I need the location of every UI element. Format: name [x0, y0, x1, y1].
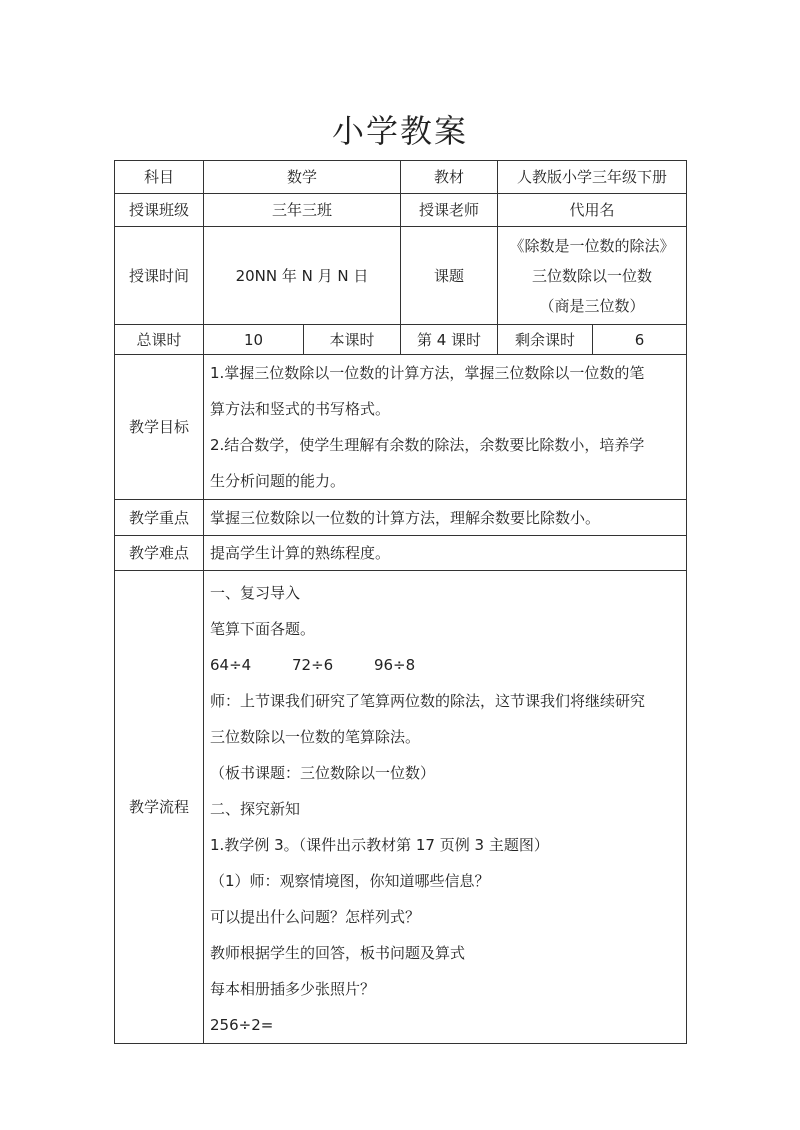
calc-item: 96÷8 — [373, 656, 416, 674]
topic-line: 三位数除以一位数 — [532, 266, 653, 285]
flow-content — [204, 571, 687, 1044]
remaining-hours-value: 6 — [593, 325, 687, 355]
teacher-value: 代用名 — [498, 194, 687, 227]
textbook-label: 教材 — [401, 161, 498, 194]
row-hours — [115, 325, 687, 355]
calc-item: 72÷6 — [291, 656, 334, 674]
class-label: 授课班级 — [115, 194, 204, 227]
subject-label: 科目 — [115, 161, 204, 194]
row-key-points — [115, 500, 687, 536]
flow-line: 每本相册插多少张照片？ — [210, 980, 376, 998]
textbook-value: 人教版小学三年级下册 — [498, 161, 687, 194]
time-value: 20NN 年 N 月 N 日 — [204, 227, 401, 325]
difficulties-label: 教学难点 — [115, 536, 204, 571]
flow-line: 可以提出什么问题？怎样列式？ — [210, 908, 421, 926]
goals-line: 生分析问题的能力。 — [210, 472, 346, 490]
current-hour-label: 本课时 — [304, 325, 401, 355]
lesson-plan-table — [114, 160, 687, 1044]
flow-line: 教师根据学生的回答，板书问题及算式 — [210, 944, 466, 962]
calc-item: 64÷4 — [210, 656, 252, 674]
teacher-label: 授课老师 — [401, 194, 498, 227]
row-goals — [115, 355, 687, 500]
row-class — [115, 194, 687, 227]
flow-line: 笔算下面各题。 — [210, 620, 316, 638]
goals-line: 算方法和竖式的书写格式。 — [210, 400, 391, 418]
key-points-content: 掌握三位数除以一位数的计算方法，理解余数要比除数小。 — [204, 500, 687, 536]
flow-line: 二、探究新知 — [210, 800, 301, 818]
key-points-label: 教学重点 — [115, 500, 204, 536]
difficulties-content: 提高学生计算的熟练程度。 — [204, 536, 687, 571]
total-hours-label: 总课时 — [115, 325, 204, 355]
topic-line: （商是三位数） — [539, 296, 645, 315]
current-hour-value: 第 4 课时 — [401, 325, 498, 355]
topic-value — [498, 227, 687, 325]
flow-line: 师：上节课我们研究了笔算两位数的除法，这节课我们将继续研究 — [210, 692, 646, 710]
remaining-hours-label: 剩余课时 — [498, 325, 593, 355]
time-label: 授课时间 — [115, 227, 204, 325]
goals-line: 2.结合数学，使学生理解有余数的除法，余数要比除数小，培养学 — [210, 436, 645, 454]
class-value: 三年三班 — [204, 194, 401, 227]
row-flow — [115, 571, 687, 1044]
subject-value: 数学 — [204, 161, 401, 194]
row-subject — [115, 161, 687, 194]
total-hours-value: 10 — [204, 325, 304, 355]
topic-label: 课题 — [401, 227, 498, 325]
flow-line: 三位数除以一位数的笔算除法。 — [210, 728, 421, 746]
flow-label: 教学流程 — [115, 571, 204, 1044]
flow-line: （1）师：观察情境图，你知道哪些信息？ — [210, 872, 490, 890]
flow-line: 256÷2= — [210, 1016, 274, 1034]
flow-line: （板书课题：三位数除以一位数） — [210, 764, 436, 782]
goals-label: 教学目标 — [115, 355, 204, 500]
flow-line: 一、复习导入 — [210, 584, 301, 602]
topic-line: 《除数是一位数的除法》 — [509, 236, 675, 255]
flow-calc-line — [210, 647, 680, 683]
row-time — [115, 227, 687, 325]
goals-line: 1.掌握三位数除以一位数的计算方法，掌握三位数除以一位数的笔 — [210, 364, 645, 382]
goals-content — [204, 355, 687, 500]
row-difficulties — [115, 536, 687, 571]
page-title: 小学教案 — [331, 112, 468, 150]
flow-line: 1.教学例 3。（课件出示教材第 17 页例 3 主题图） — [210, 836, 549, 854]
